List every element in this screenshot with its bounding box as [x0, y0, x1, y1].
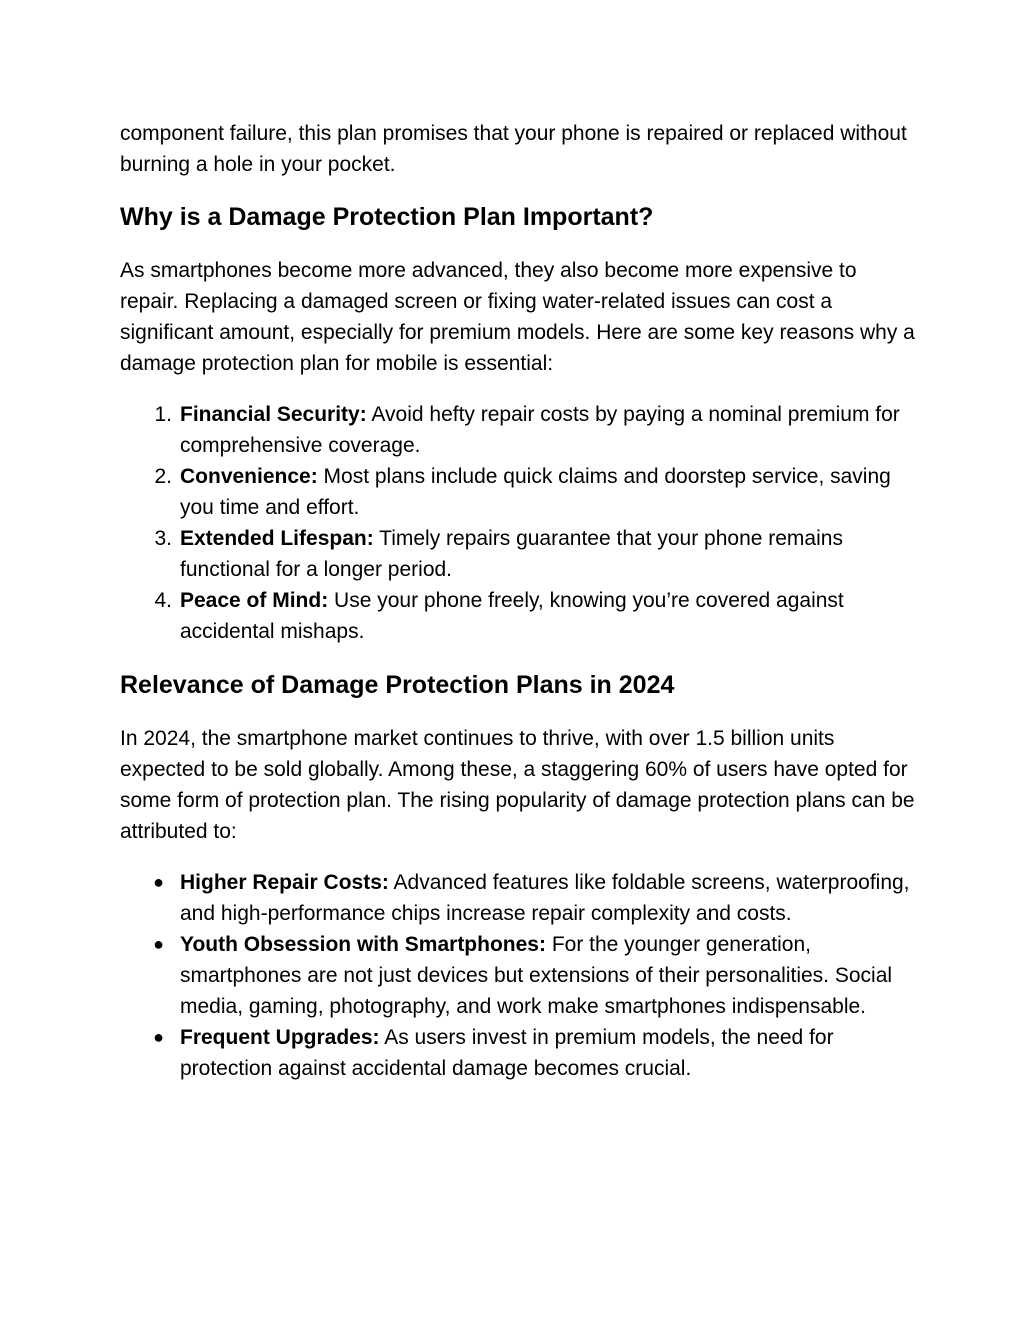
- list-item: [120, 867, 920, 929]
- list-item-term: Frequent Upgrades:: [180, 1026, 380, 1049]
- list-item: [120, 929, 920, 1022]
- list-item-term: Peace of Mind:: [180, 589, 329, 612]
- document-page: [120, 118, 920, 1084]
- list-number: 1.: [154, 403, 172, 426]
- list-item-text: Most plans include quick claims and doorstep service, saving you time and effort.: [180, 465, 891, 519]
- why-heading: Why is a Damage Protection Plan Important?: [120, 203, 654, 231]
- bullet-icon: ●: [153, 1027, 164, 1047]
- list-item: [120, 523, 920, 585]
- why-paragraph: As smartphones become more advanced, they also become more expensive to repair. Replacing a damaged screen or fixing water-related issues can cost a significant amount, especially for premium models. Here are some key reasons why a damage protection plan for mobile is essential:: [120, 259, 915, 375]
- list-item-term: Financial Security:: [180, 403, 367, 426]
- intro-paragraph: component failure, this plan promises that your phone is repaired or replaced without burning a hole in your pocket.: [120, 122, 907, 176]
- bullet-icon: ●: [153, 934, 164, 954]
- list-item-text: Avoid hefty repair costs by paying a nominal premium for comprehensive coverage.: [180, 403, 900, 457]
- list-item-text: Timely repairs guarantee that your phone remains functional for a longer period.: [180, 527, 843, 581]
- list-item-text: As users invest in premium models, the need for protection against accidental damage becomes crucial.: [180, 1026, 834, 1080]
- list-item-text: Advanced features like foldable screens, waterproofing, and high-performance chips increase repair complexity and costs.: [180, 871, 910, 925]
- list-number: 3.: [154, 527, 172, 550]
- list-item-text: For the younger generation, smartphones are not just devices but extensions of their personalities. Social media, gaming, photography, and work make smartphones indispensable.: [180, 933, 893, 1018]
- relevance-paragraph: In 2024, the smartphone market continues to thrive, with over 1.5 billion units expected to be sold globally. Among these, a staggering 60% of users have opted for some form of protection plan. The rising popularity of damage protection plans can be attributed to:: [120, 727, 915, 843]
- list-item-term: Youth Obsession with Smartphones:: [180, 933, 546, 956]
- factors-list: [120, 867, 920, 1084]
- list-item-term: Extended Lifespan:: [180, 527, 374, 550]
- list-item-term: Higher Repair Costs:: [180, 871, 389, 894]
- list-item: [120, 399, 920, 461]
- relevance-heading: Relevance of Damage Protection Plans in 2024: [120, 671, 675, 699]
- list-number: 4.: [154, 589, 172, 612]
- list-number: 2.: [154, 465, 172, 488]
- reasons-list: [120, 399, 920, 647]
- list-item-text: Use your phone freely, knowing you’re covered against accidental mishaps.: [180, 589, 844, 643]
- list-item: [120, 1022, 920, 1084]
- list-item: [120, 585, 920, 647]
- bullet-icon: ●: [153, 872, 164, 892]
- list-item: [120, 461, 920, 523]
- list-item-term: Convenience:: [180, 465, 318, 488]
